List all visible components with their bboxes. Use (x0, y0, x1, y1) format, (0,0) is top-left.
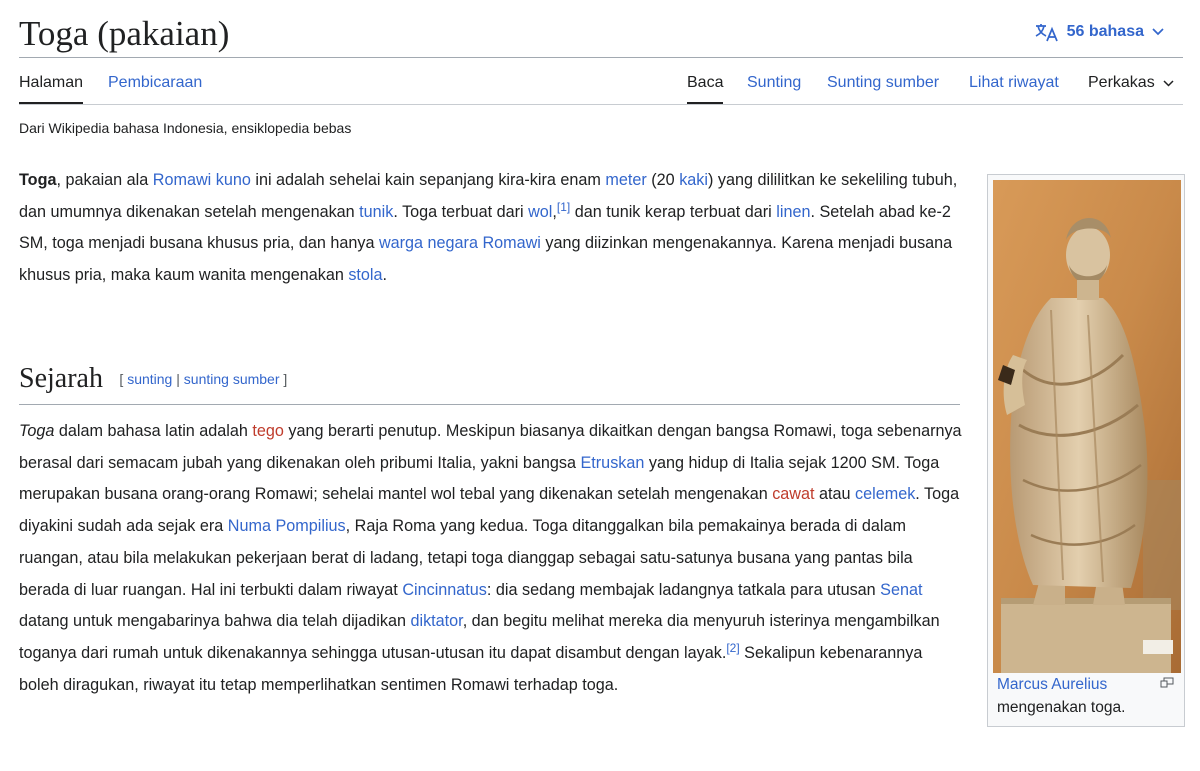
link-wol[interactable]: wol (528, 202, 553, 221)
link-diktator[interactable]: diktator (410, 612, 463, 631)
text: yang diizinkan mengenakannya. Karena menjadi busana khusus pria, maka kaum wanita mengenakan (19, 234, 953, 285)
text: datang untuk mengabarinya bahwa dia telah dijadikan (19, 612, 411, 631)
article-intro (19, 165, 964, 292)
link-tunik[interactable]: tunik (359, 202, 394, 221)
link-stola[interactable]: stola (348, 266, 383, 285)
text: , (552, 202, 557, 221)
italic-term: Toga (19, 422, 55, 440)
text: , dan begitu melihat mereka dia menyuruh isterinya mengambilkan toganya dari rumah untuk dikenakannya sehingga utusan-utusan itu dapat disambut dengan layak. (19, 612, 940, 662)
text: . Toga diyakini sudah ada sejak era (19, 485, 960, 536)
language-count-label: 56 bahasa (1066, 23, 1144, 40)
link-romawi-kuno[interactable]: Romawi kuno (152, 171, 251, 189)
link-meter[interactable]: meter (605, 171, 647, 189)
title-divider (19, 57, 1183, 58)
link-etruskan[interactable]: Etruskan (580, 453, 645, 472)
chevron-down-icon (1152, 28, 1164, 36)
text: dalam bahasa latin adalah (54, 422, 253, 440)
text: . Toga terbuat dari (393, 202, 529, 221)
figure-caption (997, 673, 1177, 719)
link-celemek[interactable]: celemek (855, 485, 916, 504)
text: . (382, 266, 388, 285)
page-title: Toga (pakaian) (19, 14, 230, 53)
tab-lihat-riwayat[interactable]: Lihat riwayat (969, 74, 1059, 91)
bracket: [ (119, 371, 128, 387)
article-subject: Toga (19, 171, 57, 189)
reference-2[interactable]: [2] (726, 640, 740, 655)
tools-menu[interactable] (1088, 72, 1174, 102)
tabs-divider (19, 104, 1183, 105)
text: ) yang dililitkan ke sekeliling tubuh, dan umumnya dikenakan setelah mengenakan (19, 171, 958, 221)
text: (20 (646, 171, 680, 189)
text: yang hidup di Italia sejak 1200 SM. Toga merupakan busana orang-orang Romawi; sehelai mantel wol tebal yang dikenakan setelah mengenakan (19, 453, 940, 504)
tab-baca[interactable]: Baca (687, 72, 723, 104)
text: ini adalah sehelai kain sepanjang kira-kira enam (250, 171, 606, 189)
chevron-down-icon (1163, 74, 1174, 91)
history-paragraph (19, 416, 964, 701)
section-title: Sejarah (19, 363, 103, 394)
reference-1[interactable]: [1] (556, 199, 571, 214)
link-linen[interactable]: linen (776, 202, 811, 221)
section-heading-sejarah (19, 362, 960, 405)
tab-pembicaraan[interactable]: Pembicaraan (108, 74, 203, 91)
page-tabs (19, 72, 1183, 106)
link-cincinnatus[interactable]: Cincinnatus (402, 580, 487, 599)
tab-sunting-sumber[interactable]: Sunting sumber (827, 74, 940, 91)
text: . Setelah abad ke-2 SM, toga menjadi busana khusus pria, dan hanya (19, 202, 951, 253)
text: yang berarti penutup. Meskipun biasanya dikaitkan dengan bangsa Romawi, toga sebenarnya berasal dari semacam jubah yang dikenakan oleh pribumi Italia, yakni bangsa (19, 422, 962, 472)
edit-source-section-link[interactable]: sunting sumber (183, 371, 280, 387)
figure-thumbnail (987, 174, 1185, 727)
link-marcus-aurelius[interactable]: Marcus Aurelius (997, 676, 1108, 693)
redlink-tego[interactable]: tego (252, 422, 284, 440)
link-warga-negara-romawi[interactable]: warga negara Romawi (378, 234, 541, 253)
text: Sekalipun kebenarannya boleh diragukan, riwayat itu tetap memperlihatkan sentimen Romawi terhadap toga. (19, 643, 923, 694)
link-kaki[interactable]: kaki (679, 171, 708, 189)
text: : dia sedang membajak ladangnya tatkala para utusan (486, 580, 881, 599)
intro-paragraph (19, 165, 964, 292)
link-numa-pompilius[interactable]: Numa Pompilius (227, 517, 346, 536)
site-tagline: Dari Wikipedia bahasa Indonesia, ensiklopedia bebas (19, 120, 352, 136)
text: , pakaian ala (56, 171, 153, 189)
text: , Raja Roma yang kedua. Toga ditanggalkan bila pemakainya berada di dalam ruangan, atau bila melakukan pekerjaan berat di ladang, tetapi toga dianggap sebagai satu-satunya busana yang pantas bila berada di luar ruangan. Hal ini terbukti dalam riwayat (19, 517, 913, 599)
translate-icon (1035, 22, 1059, 42)
text: atau (814, 485, 856, 504)
caption-text: mengenakan toga. (997, 699, 1126, 716)
redlink-cawat[interactable]: cawat (772, 485, 815, 504)
section-body (19, 416, 964, 701)
bracket: ] (279, 371, 288, 387)
section-edit-links (119, 371, 287, 387)
tab-sunting[interactable]: Sunting (747, 74, 802, 91)
text: dan tunik kerap terbuat dari (570, 202, 777, 221)
link-senat[interactable]: Senat (880, 580, 923, 599)
edit-section-link[interactable]: sunting (127, 371, 173, 387)
tools-menu-label: Perkakas (1088, 74, 1155, 91)
statue-image[interactable] (993, 180, 1181, 673)
language-button[interactable] (1035, 22, 1164, 42)
tab-halaman[interactable]: Halaman (19, 72, 83, 104)
separator: | (172, 371, 184, 387)
